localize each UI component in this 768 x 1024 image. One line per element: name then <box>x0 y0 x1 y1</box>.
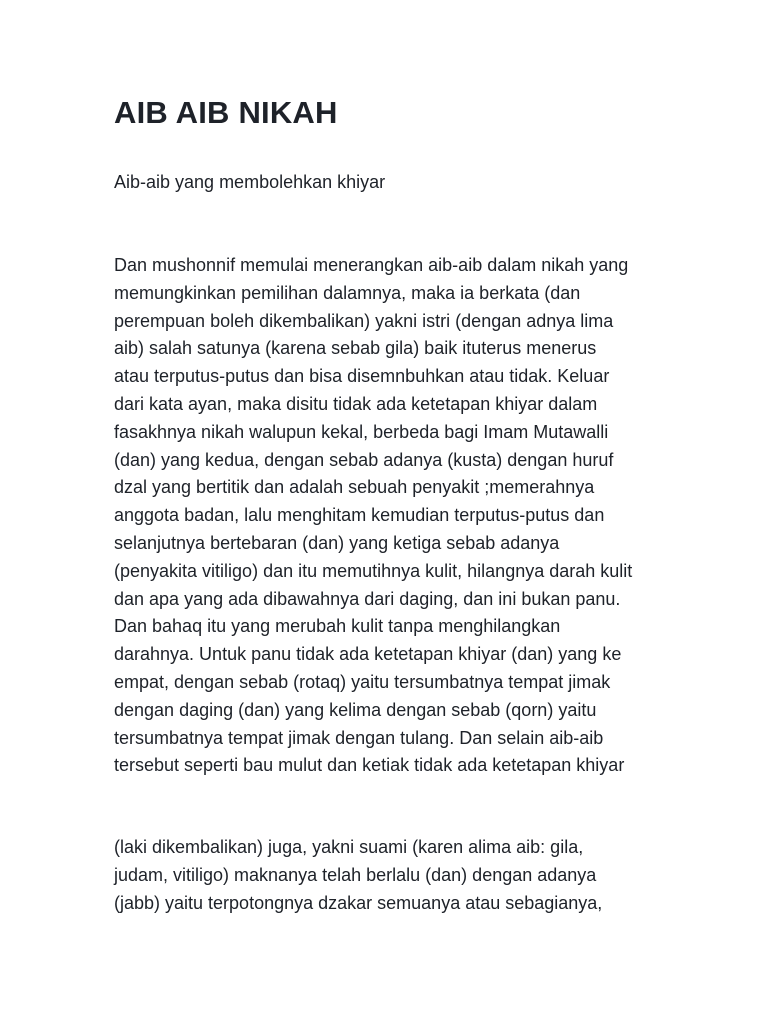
paragraph-line: perempuan boleh dikembalikan) yakni istri (dengan adnya lima <box>114 310 614 331</box>
paragraph-line: dzal yang bertitik dan adalah sebuah penyakit ;memerahnya <box>114 477 595 498</box>
paragraph-line: fasakhnya nikah walupun kekal, berbeda bagi Imam Mutawalli <box>114 421 609 442</box>
paragraph-line: dari kata ayan, maka disitu tidak ada ketetapan khiyar dalam <box>114 393 598 414</box>
body-paragraph-1 <box>114 252 632 780</box>
paragraph-line: dan apa yang ada dibawahnya dari daging, dan ini bukan panu. <box>114 588 621 609</box>
paragraph-line: tersebut seperti bau mulut dan ketiak tidak ada ketetapan khiyar <box>114 755 625 776</box>
paragraph-line: empat, dengan sebab (rotaq) yaitu tersumbatnya tempat jimak <box>114 671 611 692</box>
paragraph-line: aib) salah satunya (karena sebab gila) baik ituterus menerus <box>114 338 597 359</box>
paragraph-line: Dan bahaq itu yang merubah kulit tanpa menghilangkan <box>114 616 561 637</box>
paragraph-line: tersumbatnya tempat jimak dengan tulang. Dan selain aib-aib <box>114 727 604 748</box>
body-paragraph-2 <box>114 834 602 917</box>
paragraph-line: anggota badan, lalu menghitam kemudian terputus-putus dan <box>114 505 605 526</box>
document-subtitle: Aib-aib yang membolehkan khiyar <box>114 172 386 192</box>
paragraph-line: (penyakita vitiligo) dan itu memutihnya kulit, hilangnya darah kulit <box>114 560 633 581</box>
paragraph-line: Dan mushonnif memulai menerangkan aib-aib dalam nikah yang <box>114 255 629 275</box>
paragraph-line: (laki dikembalikan) juga, yakni suami (karen alima aib: gila, <box>114 837 584 857</box>
paragraph-line: judam, vitiligo) maknanya telah berlalu (dan) dengan adanya <box>114 864 597 885</box>
paragraph-line: darahnya. Untuk panu tidak ada ketetapan khiyar (dan) yang ke <box>114 644 622 665</box>
document-title: AIB AIB NIKAH <box>114 95 338 130</box>
paragraph-line: memungkinkan pemilihan dalamnya, maka ia berkata (dan <box>114 282 581 303</box>
paragraph-line: atau terputus-putus dan bisa disemnbuhkan atau tidak. Keluar <box>114 366 610 387</box>
paragraph-line: (dan) yang kedua, dengan sebab adanya (kusta) dengan huruf <box>114 449 614 470</box>
paragraph-line: dengan daging (dan) yang kelima dengan sebab (qorn) yaitu <box>114 699 597 720</box>
paragraph-line: (jabb) yaitu terpotongnya dzakar semuanya atau sebagianya, <box>114 892 603 913</box>
paragraph-line: selanjutnya bertebaran (dan) yang ketiga sebab adanya <box>114 532 560 553</box>
